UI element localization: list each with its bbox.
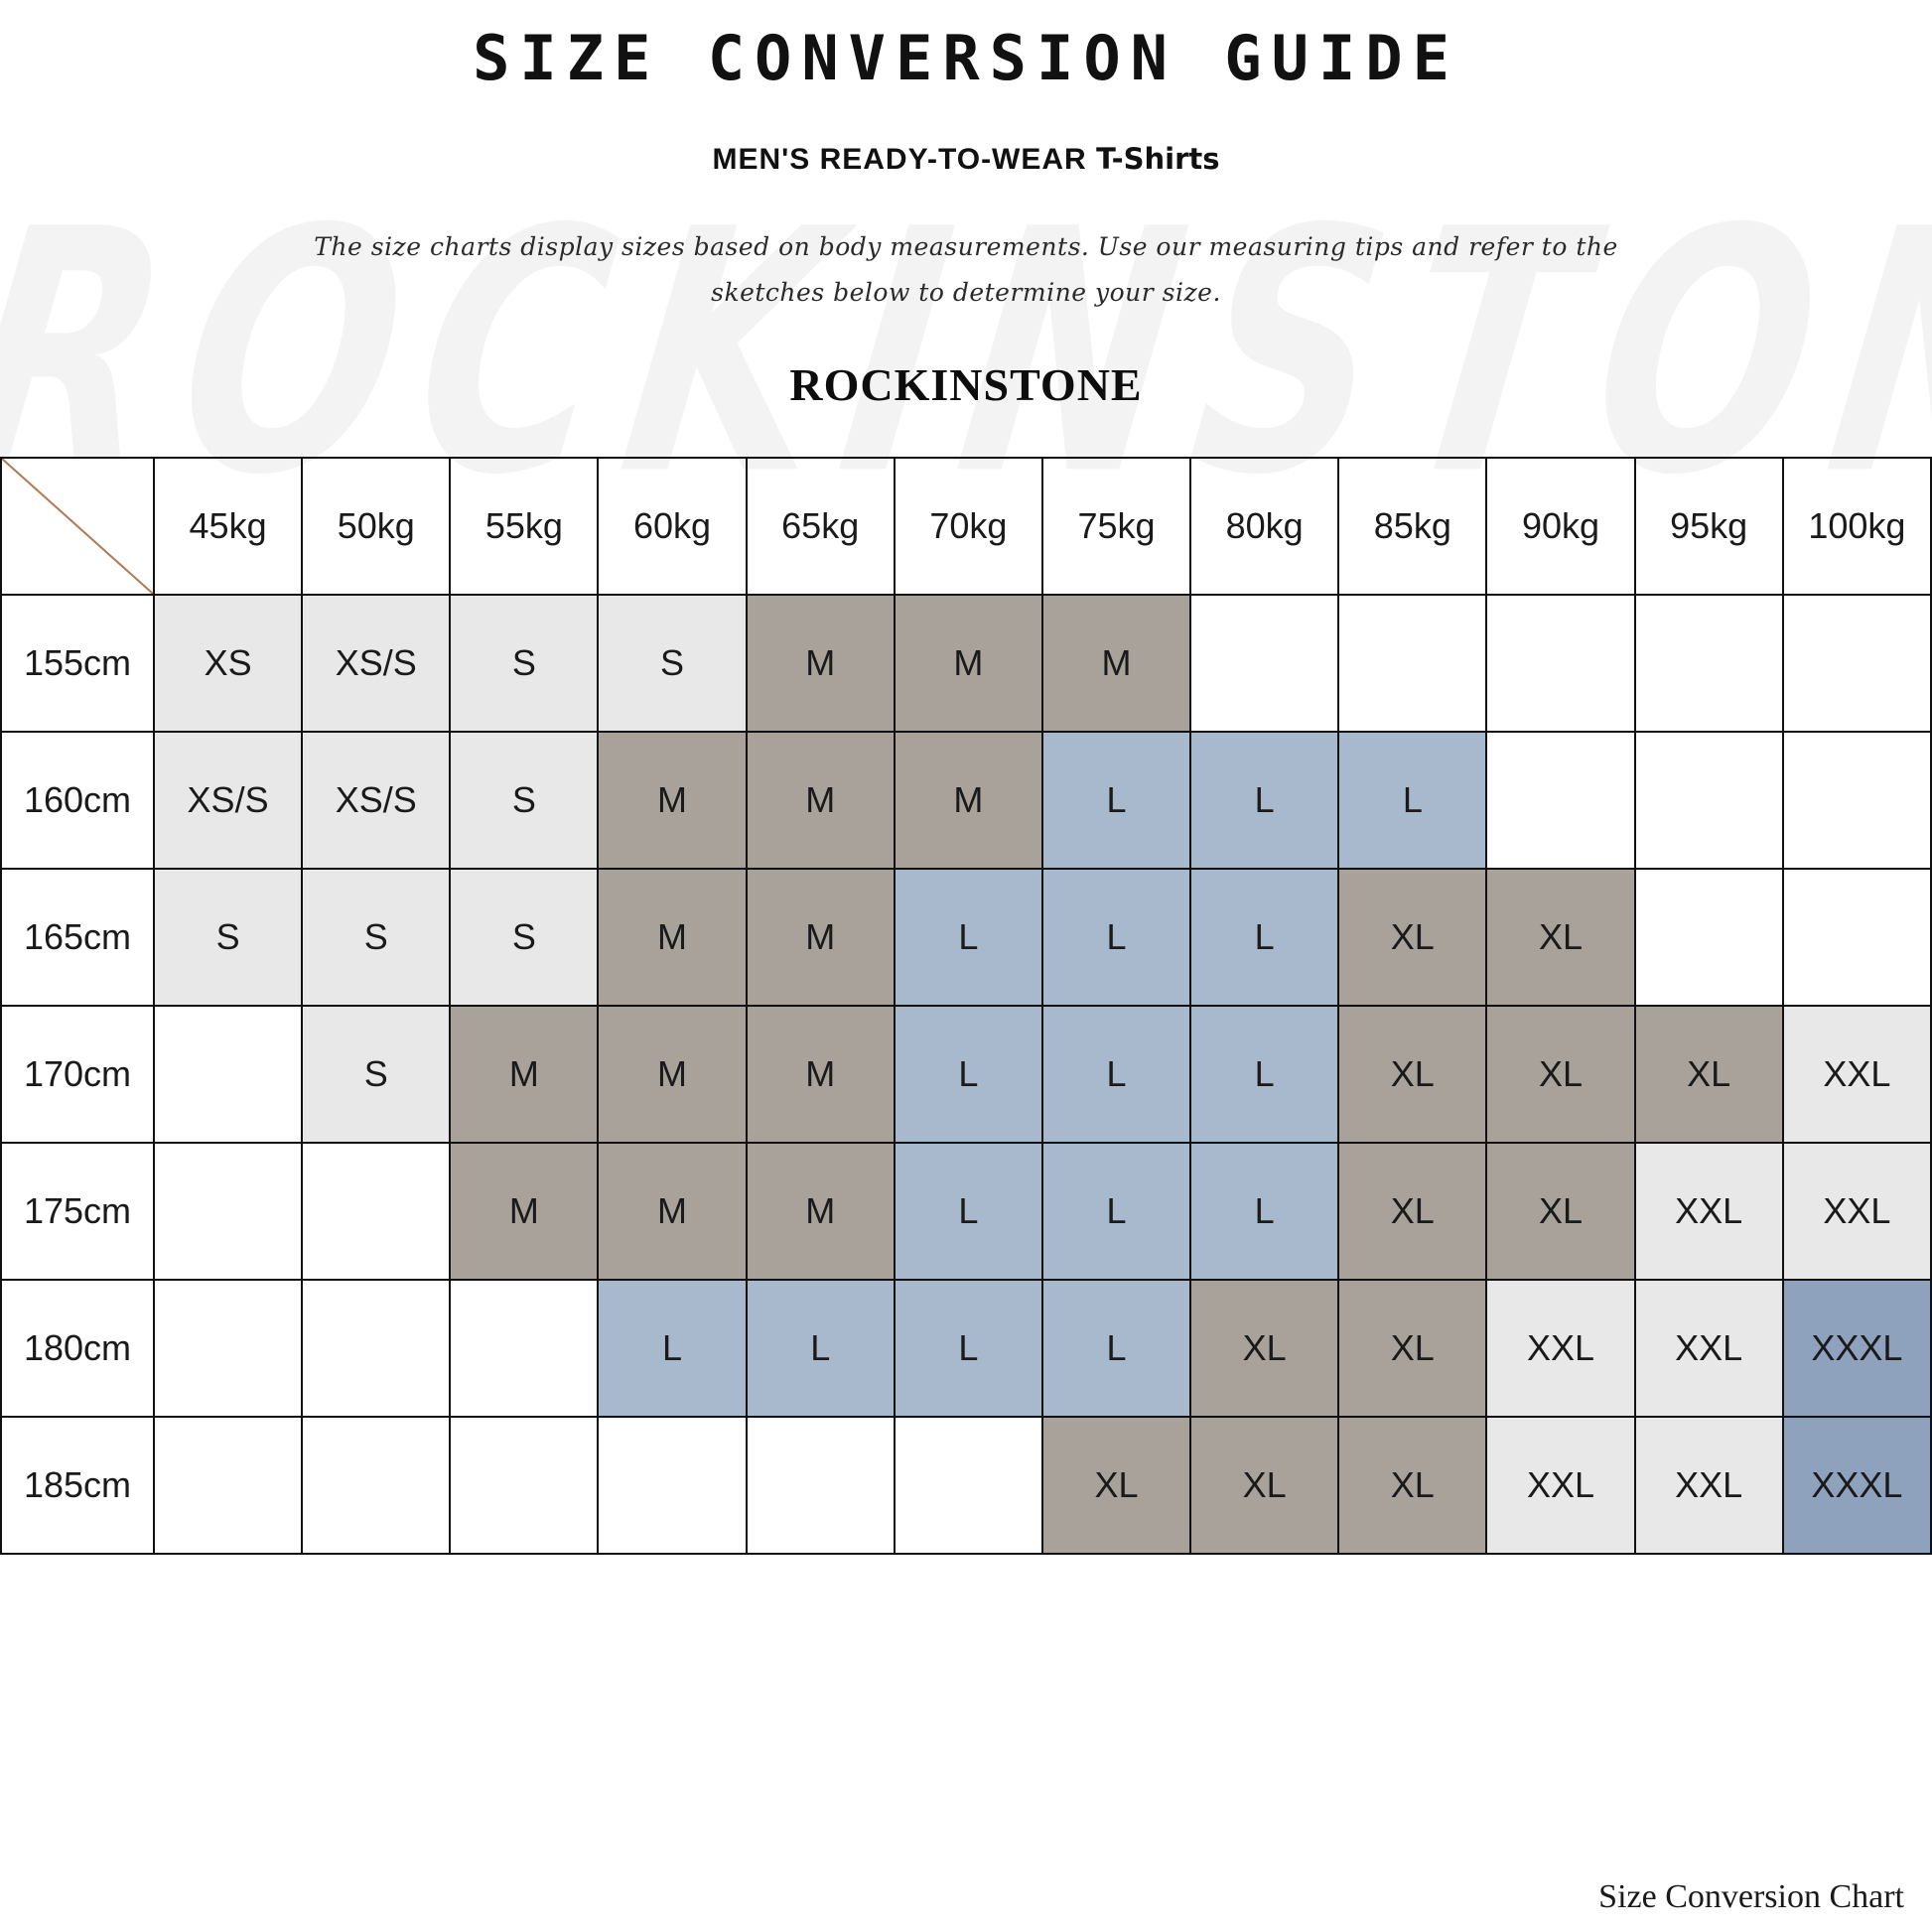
size-cell: M — [598, 869, 746, 1006]
size-cell: XL — [1486, 869, 1634, 1006]
brand-name: ROCKINSTONE — [789, 358, 1143, 410]
size-cell: L — [895, 1143, 1042, 1280]
size-cell: XL — [1635, 1006, 1783, 1143]
size-cell: L — [1338, 732, 1486, 869]
size-cell — [302, 1280, 450, 1417]
row-header: 175cm — [1, 1143, 154, 1280]
size-cell: S — [302, 1006, 450, 1143]
column-header: 75kg — [1042, 458, 1190, 595]
size-cell: XL — [1338, 869, 1486, 1006]
size-cell: M — [747, 1006, 895, 1143]
column-header: 50kg — [302, 458, 450, 595]
size-cell: XS/S — [302, 732, 450, 869]
size-cell: XXXL — [1783, 1417, 1931, 1554]
size-cell: XXL — [1635, 1417, 1783, 1554]
size-cell: M — [598, 1143, 746, 1280]
column-header: 100kg — [1783, 458, 1931, 595]
column-header: 55kg — [450, 458, 598, 595]
size-table-body — [1, 458, 1931, 1554]
size-cell — [1338, 595, 1486, 732]
size-cell: M — [747, 595, 895, 732]
size-cell — [1635, 869, 1783, 1006]
size-cell: L — [1042, 1280, 1190, 1417]
size-cell: M — [1042, 595, 1190, 732]
size-cell: S — [450, 732, 598, 869]
size-cell: L — [598, 1280, 746, 1417]
size-cell — [1190, 595, 1338, 732]
size-cell: XXL — [1783, 1006, 1931, 1143]
size-cell — [154, 1143, 302, 1280]
column-header: 60kg — [598, 458, 746, 595]
size-cell: M — [450, 1143, 598, 1280]
size-cell: XS/S — [154, 732, 302, 869]
column-header: 65kg — [747, 458, 895, 595]
size-cell: M — [747, 869, 895, 1006]
size-cell: XL — [1486, 1143, 1634, 1280]
size-cell: M — [895, 732, 1042, 869]
size-cell — [450, 1280, 598, 1417]
size-cell: S — [450, 595, 598, 732]
table-row — [1, 869, 1931, 1006]
size-cell: S — [302, 869, 450, 1006]
row-header: 155cm — [1, 595, 154, 732]
size-cell: XL — [1190, 1417, 1338, 1554]
size-cell: S — [154, 869, 302, 1006]
size-cell: XXL — [1486, 1280, 1634, 1417]
size-cell: XL — [1486, 1006, 1634, 1143]
page-title: SIZE CONVERSION GUIDE — [473, 22, 1459, 94]
column-header: 45kg — [154, 458, 302, 595]
size-cell: XXL — [1783, 1143, 1931, 1280]
size-cell: M — [598, 732, 746, 869]
size-cell — [895, 1417, 1042, 1554]
footer-caption: Size Conversion Chart — [1598, 1878, 1904, 1915]
size-cell — [1783, 732, 1931, 869]
size-cell: XL — [1338, 1417, 1486, 1554]
size-cell: L — [1190, 1006, 1338, 1143]
subtitle-main: MEN'S READY-TO-WEAR — [712, 143, 1087, 176]
column-header: 95kg — [1635, 458, 1783, 595]
table-row — [1, 1280, 1931, 1417]
table-row — [1, 1417, 1931, 1554]
size-cell — [154, 1280, 302, 1417]
size-cell: M — [598, 1006, 746, 1143]
size-cell: S — [450, 869, 598, 1006]
intro-text: The size charts display sizes based on body measurements. Use our measuring tips and refer to the sketches below to determine your size. — [314, 232, 1618, 308]
size-cell — [598, 1417, 746, 1554]
size-cell — [302, 1417, 450, 1554]
size-cell: M — [747, 1143, 895, 1280]
table-row — [1, 595, 1931, 732]
size-cell — [1486, 732, 1634, 869]
size-cell: XL — [1042, 1417, 1190, 1554]
page-subtitle — [0, 142, 1932, 177]
size-cell: XXXL — [1783, 1280, 1931, 1417]
size-cell — [1783, 869, 1931, 1006]
size-cell: XS — [154, 595, 302, 732]
size-conversion-table — [0, 457, 1932, 1555]
table-row — [1, 1006, 1931, 1143]
table-row — [1, 732, 1931, 869]
size-cell — [302, 1143, 450, 1280]
size-cell: M — [450, 1006, 598, 1143]
size-cell: M — [747, 732, 895, 869]
size-cell: L — [895, 1006, 1042, 1143]
size-cell: L — [747, 1280, 895, 1417]
size-cell: XXL — [1486, 1417, 1634, 1554]
diagonal-divider-icon — [2, 459, 153, 594]
size-cell: XL — [1338, 1006, 1486, 1143]
size-cell: XL — [1338, 1280, 1486, 1417]
size-cell — [1635, 595, 1783, 732]
row-header: 185cm — [1, 1417, 154, 1554]
size-cell — [1486, 595, 1634, 732]
size-cell — [450, 1417, 598, 1554]
size-cell — [1635, 732, 1783, 869]
size-cell: L — [1190, 732, 1338, 869]
size-cell: XS/S — [302, 595, 450, 732]
row-header: 160cm — [1, 732, 154, 869]
column-header: 70kg — [895, 458, 1042, 595]
table-header-row — [1, 458, 1931, 595]
size-cell: XL — [1190, 1280, 1338, 1417]
size-cell: S — [598, 595, 746, 732]
size-cell: L — [1190, 1143, 1338, 1280]
column-header: 80kg — [1190, 458, 1338, 595]
size-cell: L — [895, 1280, 1042, 1417]
row-header: 170cm — [1, 1006, 154, 1143]
table-corner-cell — [1, 458, 154, 595]
size-cell: L — [895, 869, 1042, 1006]
size-cell: M — [895, 595, 1042, 732]
column-header: 85kg — [1338, 458, 1486, 595]
size-cell: L — [1042, 1143, 1190, 1280]
column-header: 90kg — [1486, 458, 1634, 595]
size-cell — [154, 1417, 302, 1554]
size-cell: L — [1190, 869, 1338, 1006]
size-cell — [747, 1417, 895, 1554]
size-cell — [154, 1006, 302, 1143]
size-cell: XXL — [1635, 1143, 1783, 1280]
size-cell: L — [1042, 869, 1190, 1006]
subtitle-category: T-Shirts — [1096, 142, 1220, 176]
table-row — [1, 1143, 1931, 1280]
size-cell: L — [1042, 1006, 1190, 1143]
size-cell: XL — [1338, 1143, 1486, 1280]
size-cell — [1783, 595, 1931, 732]
row-header: 180cm — [1, 1280, 154, 1417]
size-cell: XXL — [1635, 1280, 1783, 1417]
size-cell: L — [1042, 732, 1190, 869]
row-header: 165cm — [1, 869, 154, 1006]
